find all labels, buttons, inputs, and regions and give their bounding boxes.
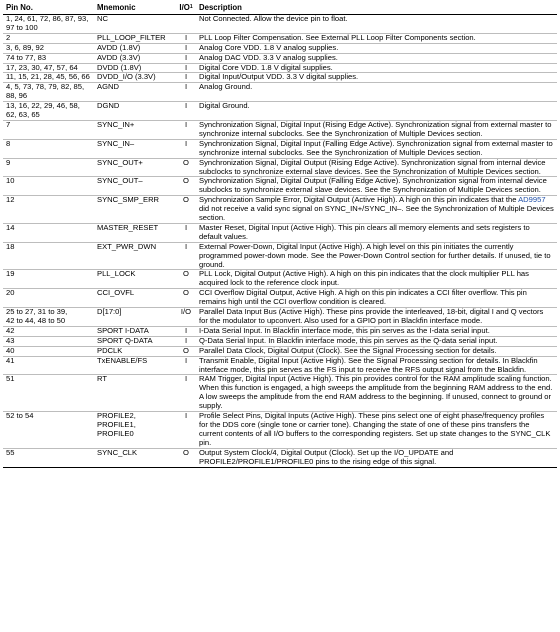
table-row [3, 63, 557, 73]
pin-number-line: 88, 96 [6, 91, 28, 101]
description-text: Synchronization Sample Error, Digital Output (Active High). A high on this pin indicates that the [199, 195, 519, 205]
mnemonic-line: SYNC_SMP_ERR [97, 195, 160, 205]
pin-number-cell [3, 356, 94, 375]
pin-function-table [3, 3, 557, 468]
pin-number-cell [3, 73, 94, 83]
table-row [3, 120, 557, 139]
mnemonic-cell [94, 33, 176, 43]
description-cell: RAM Trigger, Digital Input (Active High). This pin provides control for the RAM amplitude scaling function. When this function is engaged, a high sweeps the amplitude from the beginning RAM address to the end. A low sweeps the amplitude from the end RAM address to the beginning. If unused, connect to ground or supply. [196, 375, 557, 412]
pin-number-cell [3, 63, 94, 73]
pin-number-cell [3, 53, 94, 63]
mnemonic-line: DGND [97, 101, 120, 111]
mnemonic-cell [94, 63, 176, 73]
description-cell: Q-Data Serial Input. In Blackfin interface mode, this pin serves as the Q-data serial input. [196, 336, 557, 346]
io-type-cell: O [176, 158, 196, 177]
pin-number-line: 19 [6, 269, 15, 279]
mnemonic-line: SYNC_IN– [97, 138, 135, 148]
table-row [3, 375, 557, 412]
header-mnemonic: Mnemonic [94, 3, 176, 15]
io-type-cell: I [176, 375, 196, 412]
mnemonic-line: CCI_OVFL [97, 288, 135, 298]
table-row [3, 43, 557, 53]
io-type-cell: I [176, 120, 196, 139]
pin-number-cell [3, 33, 94, 43]
mnemonic-line: D[17:0] [97, 307, 122, 317]
description-cell: Analog Ground. [196, 83, 557, 102]
table-row [3, 336, 557, 346]
pin-number-cell [3, 448, 94, 467]
pin-number-cell [3, 15, 94, 34]
mnemonic-line: SPORT Q-DATA [97, 335, 153, 345]
pin-number-line: 42 to 44, 48 to 50 [6, 316, 66, 325]
description-cell: I-Data Serial Input. In Blackfin interface mode, this pin serves as the I-data serial input. [196, 326, 557, 336]
description-cell: Profile Select Pins, Digital Inputs (Active High). These pins select one of eight phase/frequency profiles for the DDS core (single tone or carrier tone). Changing the state of one of these pins transfers the current contents of all I/O buffers to the corresponding registers. Set up state changes to the SYNC_CLK pin. [196, 412, 557, 449]
pin-number-line: 17, 23, 30, 47, 57, 64 [6, 62, 78, 72]
mnemonic-cell [94, 102, 176, 121]
description-cell: CCI Overflow Digital Output, Active High. A high on this pin indicates a CCI filter overflow. This pin remains high until the CCI overflow condition is cleared. [196, 289, 557, 308]
description-cell: PLL Loop Filter Compensation. See External PLL Loop Filter Components section. [196, 33, 557, 43]
io-type-cell: I [176, 33, 196, 43]
mnemonic-cell [94, 158, 176, 177]
mnemonic-line: SYNC_OUT– [97, 176, 143, 186]
pin-number-cell [3, 43, 94, 53]
description-cell: Master Reset, Digital Input (Active High). This pin clears all memory elements and sets registers to default values. [196, 223, 557, 242]
pin-number-cell [3, 223, 94, 242]
description-cell: Transmit Enable, Digital Input (Active High). See the Signal Processing section for details. In Blackfin interface mode, this pin serves as the FS input to receive the RFS output signal from the Blackfin. [196, 356, 557, 375]
mnemonic-cell [94, 177, 176, 196]
pin-number-line: 7 [6, 119, 11, 129]
io-type-cell: O [176, 270, 196, 289]
pin-number-line: 3, 6, 89, 92 [6, 42, 44, 52]
pin-number-line: 18 [6, 241, 15, 251]
pin-number-line: 40 [6, 345, 15, 355]
io-type-cell: I [176, 139, 196, 158]
mnemonic-line: EXT_PWR_DWN [97, 241, 157, 251]
pin-number-line: 25 to 27, 31 to 39, [6, 307, 68, 317]
table-row [3, 33, 557, 43]
mnemonic-line: SYNC_IN+ [97, 119, 135, 129]
table-row [3, 15, 557, 34]
pin-number-cell [3, 375, 94, 412]
io-type-cell: I [176, 223, 196, 242]
table-row [3, 346, 557, 356]
table-header-row [3, 3, 557, 15]
io-type-cell: I [176, 242, 196, 270]
mnemonic-line: PDCLK [97, 345, 123, 355]
description-cell: Synchronization Signal, Digital Output (Rising Edge Active). Synchronization signal from internal device subclocks to synchronize external slave devices. See the Synchronization of Multiple Devices section. [196, 158, 557, 177]
mnemonic-cell [94, 242, 176, 270]
pin-number-cell [3, 346, 94, 356]
mnemonic-cell [94, 73, 176, 83]
io-type-cell: I [176, 356, 196, 375]
pin-number-cell [3, 308, 94, 327]
header-io: $I/O^1$ [176, 3, 196, 15]
mnemonic-line: AVDD (1.8V) [97, 42, 141, 52]
table-row [3, 326, 557, 336]
description-text: did not receive a valid sync signal on SYNC_IN+/SYNC_IN–. See the Synchronization of Multiple Devices section. [199, 204, 554, 223]
pin-number-line: 41 [6, 355, 15, 365]
pin-number-line: 74 to 77, 83 [6, 52, 47, 62]
mnemonic-line: TxENABLE/FS [97, 355, 148, 365]
mnemonic-line: PROFILE0 [97, 428, 134, 438]
table-row [3, 73, 557, 83]
mnemonic-cell [94, 196, 176, 224]
header-io-footnote: 1 [189, 4, 193, 11]
pin-number-line: 4, 5, 73, 78, 79, 82, 85, [6, 82, 85, 92]
table-row [3, 308, 557, 327]
io-type-cell: O [176, 196, 196, 224]
io-type-cell: I [176, 326, 196, 336]
mnemonic-cell [94, 412, 176, 449]
pin-number-cell [3, 412, 94, 449]
io-type-cell: O [176, 289, 196, 308]
io-type-cell: O [176, 448, 196, 467]
table-row [3, 102, 557, 121]
table-row [3, 289, 557, 308]
io-type-cell: I [176, 43, 196, 53]
mnemonic-line: PROFILE2, [97, 411, 136, 421]
mnemonic-line: SYNC_OUT+ [97, 157, 143, 167]
pin-number-line: 12 [6, 195, 15, 205]
mnemonic-cell [94, 308, 176, 327]
mnemonic-cell [94, 336, 176, 346]
io-type-cell: I [176, 102, 196, 121]
mnemonic-cell [94, 139, 176, 158]
description-cell: PLL Lock, Digital Output (Active High). A high on this pin indicates that the clock multiplier PLL has acquired lock to the reference clock input. [196, 270, 557, 289]
table-row [3, 196, 557, 224]
mnemonic-line: PROFILE1, [97, 419, 136, 429]
pin-number-line: 52 to 54 [6, 411, 34, 421]
pin-number-line: 13, 16, 22, 29, 46, 58, [6, 101, 80, 111]
pin-number-line: 1, 24, 61, 72, 86, 87, 93, [6, 14, 89, 23]
mnemonic-line: PLL_LOCK [97, 269, 136, 279]
io-type-cell: O [176, 177, 196, 196]
pin-number-cell [3, 102, 94, 121]
pin-number-cell [3, 336, 94, 346]
pin-number-cell [3, 139, 94, 158]
pin-number-cell [3, 177, 94, 196]
mnemonic-cell [94, 53, 176, 63]
pin-number-cell [3, 83, 94, 102]
description-cell: Synchronization Signal, Digital Input (Rising Edge Active). Synchronization signal from external master to synchronize internal subclocks. See the Synchronization of Multiple Devices section. [196, 120, 557, 139]
pin-number-cell [3, 289, 94, 308]
description-cell: Digital Ground. [196, 102, 557, 121]
table-row [3, 448, 557, 467]
io-type-cell: I [176, 83, 196, 102]
table-row [3, 139, 557, 158]
mnemonic-cell [94, 375, 176, 412]
description-cell: Digital Input/Output VDD. 3.3 V digital supplies. [196, 73, 557, 83]
pin-number-line: 55 [6, 447, 15, 457]
pin-number-line: 8 [6, 138, 11, 148]
description-cell: Not Connected. Allow the device pin to float. [196, 15, 557, 34]
description-cell: Digital Core VDD. 1.8 V digital supplies. [196, 63, 557, 73]
io-type-cell: I [176, 336, 196, 346]
io-type-cell: I [176, 63, 196, 73]
pin-number-line: 10 [6, 176, 15, 186]
mnemonic-cell [94, 83, 176, 102]
table-row [3, 177, 557, 196]
pin-number-line: 43 [6, 335, 15, 345]
table-row [3, 270, 557, 289]
part-number-link[interactable]: AD9957 [518, 195, 546, 205]
pin-number-line: 97 to 100 [6, 22, 38, 32]
mnemonic-cell [94, 15, 176, 34]
mnemonic-line: NC [97, 14, 108, 23]
io-type-cell: I [176, 73, 196, 83]
pin-number-cell [3, 196, 94, 224]
pin-number-line: 51 [6, 374, 15, 384]
io-type-cell [176, 15, 196, 34]
description-cell: Parallel Data Input Bus (Active High). These pins provide the interleaved, 18-bit, digital I and Q vectors for the modulator to upconvert. Also used for a GPIO port in Blackfin interface mode. [196, 308, 557, 327]
mnemonic-cell [94, 223, 176, 242]
description-cell: Analog DAC VDD. 3.3 V analog supplies. [196, 53, 557, 63]
description-cell: Analog Core VDD. 1.8 V analog supplies. [196, 43, 557, 53]
mnemonic-line: MASTER_RESET [97, 222, 159, 232]
mnemonic-line: PLL_LOOP_FILTER [97, 32, 166, 42]
table-row [3, 53, 557, 63]
pin-number-line: 14 [6, 222, 15, 232]
pin-number-cell [3, 120, 94, 139]
io-type-cell: I [176, 53, 196, 63]
mnemonic-line: SYNC_CLK [97, 447, 138, 457]
header-pin-no: Pin No. [3, 3, 94, 15]
table-row [3, 158, 557, 177]
mnemonic-cell [94, 270, 176, 289]
pin-number-line: 2 [6, 32, 11, 42]
mnemonic-cell [94, 346, 176, 356]
mnemonic-line: DVDD_I/O (3.3V) [97, 72, 156, 82]
mnemonic-line: DVDD (1.8V) [97, 62, 142, 72]
description-cell: External Power-Down, Digital Input (Active High). A high level on this pin initiates the currently programmed power-down mode. See the Power-Down Control section for further details. If unused, tie to ground. [196, 242, 557, 270]
header-description: Description [196, 3, 557, 15]
pin-number-line: 9 [6, 157, 11, 167]
description-cell: Synchronization Signal, Digital Output (Falling Edge Active). Synchronization signal from internal device subclocks to synchronize external slave devices. See the Synchronization of Multiple Devices section. [196, 177, 557, 196]
description-cell [196, 196, 557, 224]
table-row [3, 242, 557, 270]
mnemonic-cell [94, 120, 176, 139]
mnemonic-cell [94, 448, 176, 467]
mnemonic-cell [94, 43, 176, 53]
description-cell: Parallel Data Clock, Digital Output (Clock). See the Signal Processing section for details. [196, 346, 557, 356]
table-row [3, 83, 557, 102]
pin-number-cell [3, 158, 94, 177]
table-row [3, 412, 557, 449]
table-row [3, 356, 557, 375]
mnemonic-line: AVDD (3.3V) [97, 52, 141, 62]
pin-number-line: 11, 15, 21, 28, 45, 56, 66 [6, 72, 90, 82]
mnemonic-cell [94, 356, 176, 375]
mnemonic-line: RT [97, 374, 107, 384]
table-row [3, 223, 557, 242]
mnemonic-cell [94, 326, 176, 336]
pin-number-line: 20 [6, 288, 15, 298]
pin-number-line: 42 [6, 325, 15, 335]
description-cell: Synchronization Signal, Digital Input (Falling Edge Active). Synchronization signal from external master to synchronize internal subclocks. See the Synchronization of Multiple Devices section. [196, 139, 557, 158]
io-type-cell: I/O [176, 308, 196, 327]
io-type-cell: I [176, 412, 196, 449]
mnemonic-line: SPORT I-DATA [97, 325, 149, 335]
pin-number-cell [3, 242, 94, 270]
description-cell: Output System Clock/4, Digital Output (Clock). Set up the I/O_UPDATE and PROFILE2/PROFILE1/PROFILE0 pins to the rising edge of this signal. [196, 448, 557, 467]
pin-number-cell [3, 270, 94, 289]
pin-number-line: 62, 63, 65 [6, 110, 40, 120]
mnemonic-line: AGND [97, 82, 119, 92]
mnemonic-cell [94, 289, 176, 308]
pin-number-cell [3, 326, 94, 336]
io-type-cell: O [176, 346, 196, 356]
